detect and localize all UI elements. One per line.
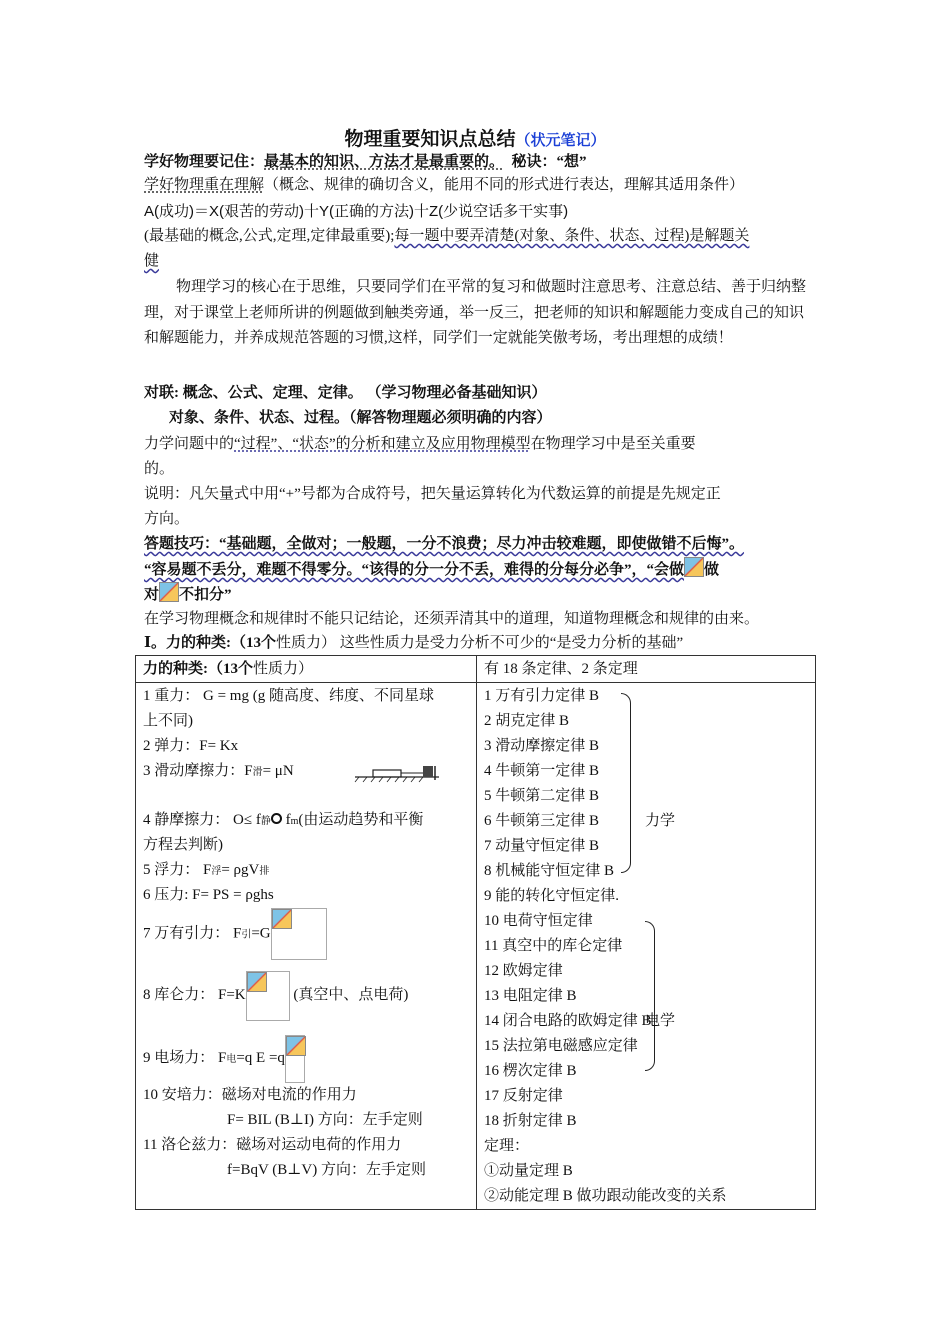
law-item: 13 电阻定律 B xyxy=(484,988,577,1004)
law-item: 5 牛顿第二定律 B xyxy=(484,788,600,804)
law-item: 18 折射定律 B xyxy=(484,1113,577,1129)
force-11a: 11 洛仑兹力：磁场对运动电荷的作用力 xyxy=(143,1137,402,1153)
force-3-sub: 滑 xyxy=(252,767,263,778)
force-3-a: 3 滑动摩擦力：F xyxy=(143,763,253,779)
force-10b: F= BIL (B⊥I) 方向：左手定则 xyxy=(227,1112,423,1128)
section-heading xyxy=(144,631,816,656)
broken-image-icon xyxy=(247,972,267,992)
law-item: 4 牛顿第一定律 B xyxy=(484,763,600,779)
mech-a: 力学问题中的 xyxy=(144,436,235,452)
force-9 xyxy=(143,1033,469,1083)
section-b: 性质力） xyxy=(276,635,337,651)
force-10a: 10 安培力：磁场对电流的作用力 xyxy=(143,1087,357,1103)
force-5-b: = ρgV xyxy=(221,862,260,878)
tip2-a: “容易题不丢分，难题不得零分。“该得的分一分不丢，难得的分每分必争”，“会做 xyxy=(144,562,685,578)
intro-l2-b: （概念、规律的确切含义，能用不同的形式进行表达，理解其适用条件） xyxy=(264,177,745,193)
broken-image-icon xyxy=(286,1036,306,1056)
group-mechanics-label: 力学 xyxy=(645,813,676,829)
table-header-row xyxy=(136,656,816,683)
intro-l4-b: 每一题中要弄清楚(对象、条件、状态、过程)是解题关 xyxy=(394,228,750,244)
law-item: 12 欧姆定律 xyxy=(484,963,563,979)
intro-line-1 xyxy=(144,150,816,175)
law-item: 8 机械能守恒定律 B xyxy=(484,863,615,879)
force-7 xyxy=(143,908,469,958)
formula-image xyxy=(285,1035,305,1083)
right-header: 有 18 条定律、2 条定理 xyxy=(477,656,816,683)
law-item: 7 动量守恒定律 B xyxy=(484,838,600,854)
intro-line-3: A(成功)＝X(艰苦的劳动)十Y(正确的方法)十Z(少说空话多干实事) xyxy=(144,203,569,220)
electricity-brace xyxy=(645,921,655,1071)
intro-line-2 xyxy=(144,173,816,198)
law-item: 17 反射定律 xyxy=(484,1088,563,1104)
tip1: 答题技巧：“基础题，全做对；一般题，一分不浪费；尽力冲击较难题，即使做错不后悔”。 xyxy=(144,536,745,552)
tip-line-2 xyxy=(144,557,816,583)
tip-line-1 xyxy=(144,532,816,557)
law-item: 3 滑动摩擦定律 B xyxy=(484,738,600,754)
note-line-1: 说明：凡矢量式中用“+”号都为合成符号，把矢量运算转化为代数运算的前提是先规定正 xyxy=(144,486,721,502)
section-c: 这些性质力是受力分析不可少的“是受力分析的基础” xyxy=(336,635,684,651)
intro-l1-a: 学好物理要记住： xyxy=(144,154,265,170)
intro-l1-c: 秘诀：“想” xyxy=(511,154,587,170)
force-1b: 上不同) xyxy=(143,713,193,729)
force-4-b: f xyxy=(281,812,291,828)
laws-cell xyxy=(477,683,816,1210)
forces-laws-table xyxy=(135,655,816,1210)
force-4d: 方程去判断) xyxy=(143,837,223,853)
law-item: 定理： xyxy=(484,1138,530,1154)
force-4-sub: 静 xyxy=(260,816,271,827)
couplet-1: 对联: 概念、公式、定理、定律。 （学习物理必备基础知识） xyxy=(144,385,547,401)
forces-cell xyxy=(136,683,477,1210)
force-11b: f=BqV (B⊥V) 方向：左手定则 xyxy=(227,1162,426,1178)
law-item: 1 万有引力定律 B xyxy=(484,688,600,704)
left-header-b: 性质力） xyxy=(253,661,314,677)
left-header xyxy=(136,656,477,683)
left-header-a: 力的种类:（13个 xyxy=(143,661,253,677)
law-item: 2 胡克定律 B xyxy=(484,713,570,729)
sliding-block-diagram-icon xyxy=(353,762,445,784)
tip3-b: 不扣分” xyxy=(179,587,232,603)
ring-icon xyxy=(271,813,282,824)
group-electricity-label: 电学 xyxy=(645,1013,676,1029)
intro-l5: 健 xyxy=(144,253,160,269)
tip3-a: 对 xyxy=(144,587,160,603)
formula-image xyxy=(246,971,290,1021)
broken-image-icon xyxy=(684,557,704,577)
force-9-b: =q E =q xyxy=(236,1050,285,1066)
intro-line-5 xyxy=(144,249,816,274)
force-5-sub: 浮 xyxy=(211,866,222,877)
mech-b: “过程”、“状态”的分析和建立及应用物理模型 xyxy=(234,436,531,452)
force-3-b: = μN xyxy=(262,763,294,779)
force-1a: 1 重力： G = mg (g 随高度、纬度、不同星球 xyxy=(143,688,434,704)
force-7-sub: 引 xyxy=(241,929,252,941)
intro-paragraph: 物理学习的核心在于思维，只要同学们在平常的复习和做题时注意思考、注意总结、善于归纳整理，对于课堂上老师所讲的例题做到触类旁通，举一反三，把老师的知识和解题能力变成自己的知识和解题能力，并养成规范答题的习惯,这样，同学们一定就能笑傲考场，考出理想的成绩！ xyxy=(144,279,807,346)
tip2-b: 做 xyxy=(704,562,720,578)
law-item: 15 法拉第电磁感应定律 xyxy=(484,1038,638,1054)
force-5-a: 5 浮力： F xyxy=(143,862,212,878)
force-6: 6 压力: F= PS = ρghs xyxy=(143,887,274,903)
concept-line: 在学习物理概念和规律时不能只记结论，还须弄清其中的道理，知道物理概念和规律的由来。 xyxy=(144,611,760,627)
force-9-a: 9 电场力： F xyxy=(143,1050,227,1066)
mechanics-brace xyxy=(621,693,631,873)
force-2: 2 弹力：F= Kx xyxy=(143,738,239,754)
force-4-c: (由运动趋势和平衡 xyxy=(298,812,424,828)
force-8-b: (真空中、点电荷) xyxy=(293,987,409,1003)
mech-line-2: 的。 xyxy=(144,461,175,477)
broken-image-icon xyxy=(159,582,179,602)
force-7-b: =G xyxy=(251,925,271,942)
law-item: 11 真空中的库仑定律 xyxy=(484,938,623,954)
law-item: 16 楞次定律 B xyxy=(484,1063,577,1079)
law-item: ②动能定理 B 做功跟动能改变的关系 xyxy=(484,1188,727,1204)
force-7-a: 7 万有引力： F xyxy=(143,925,242,942)
force-8-a: 8 库仑力： F=K xyxy=(143,987,246,1003)
law-item: 10 电荷守恒定律 xyxy=(484,913,593,929)
title-main: 物理重要知识点总结 xyxy=(344,129,516,150)
title-sub: （状元笔记） xyxy=(515,133,606,149)
law-item: 14 闭合电路的欧姆定律 B xyxy=(484,1013,652,1029)
mech-line xyxy=(144,432,816,457)
force-4 xyxy=(143,808,469,833)
formula-image xyxy=(271,908,327,960)
page-title xyxy=(0,124,950,151)
note-line-2: 方向。 xyxy=(144,511,190,527)
force-4-a: 4 静摩擦力： O≤ f xyxy=(143,812,261,828)
law-item: 6 牛顿第三定律 B xyxy=(484,813,600,829)
force-5-sub2: 排 xyxy=(259,866,270,877)
intro-l4-a: (最基础的概念,公式,定理,定律最重要); xyxy=(144,228,395,244)
broken-image-icon xyxy=(272,909,292,929)
couplet-2: 对象、条件、状态、过程。（解答物理题必须明确的内容） xyxy=(169,410,552,426)
section-a: Ⅰ。力的种类:（13个 xyxy=(144,635,277,651)
force-5 xyxy=(143,858,469,883)
force-8 xyxy=(143,958,469,1033)
forces-list xyxy=(143,684,469,1183)
force-9-sub: 电 xyxy=(226,1054,237,1065)
force-4-sub2: m xyxy=(290,816,299,827)
law-item: ①动量定理 B xyxy=(484,1163,573,1179)
spacer xyxy=(143,784,469,808)
force-3 xyxy=(143,759,469,784)
law-item: 9 能的转化守恒定律. xyxy=(484,888,620,904)
tip-line-3 xyxy=(144,582,816,608)
intro-l2-a: 学好物理重在理解 xyxy=(144,177,265,193)
mech-c: 在物理学习中是至关重要 xyxy=(530,436,696,452)
intro-l1-b: 最基本的知识、方法才是最重要的。 xyxy=(264,154,505,170)
intro-line-4 xyxy=(144,224,816,249)
table-body-row xyxy=(136,683,816,1210)
